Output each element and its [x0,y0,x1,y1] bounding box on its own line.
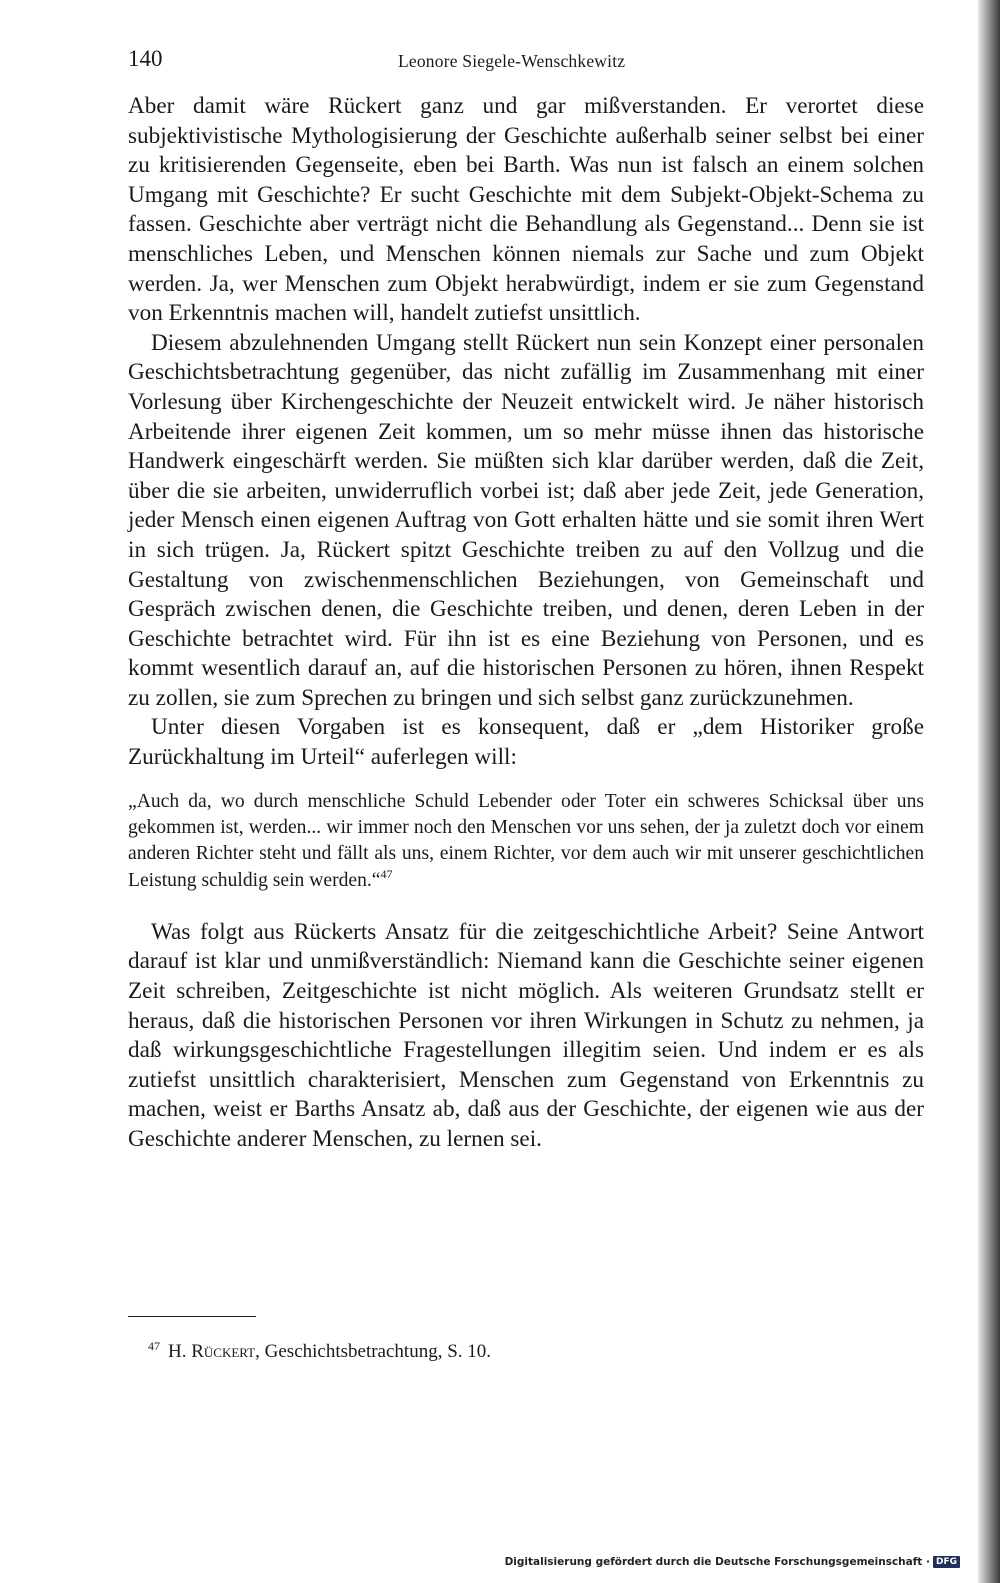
digitization-credit [505,1556,960,1568]
paragraph-4: Was folgt aus Rückerts Ansatz für die zeitgeschichtliche Arbeit? Seine Antwort darauf ist klar und unmißverständlich: Niemand kann die Geschichte seiner eigenen Zeit schreiben, Zeitgeschichte ist nicht möglich. Als weiteren Grundsatz stellt er heraus, daß die historischen Personen vor ihren Wirkungen in Schutz zu nehmen, ja daß wirkungsgeschichtliche Fragestellungen illegitim seien. Und indem er es als zutiefst unsittlich charakterisiert, Menschen zum Gegenstand von Erkenntnis zu machen, weist er Barths Ansatz ab, daß aus der Geschichte, der eigenen wie aus der Geschichte anderer Menschen, zu lernen sei. [128,918,924,1152]
page-header [128,46,924,76]
footnote-divider [128,1316,256,1317]
paragraph-2: Diesem abzulehnenden Umgang stellt Rückert nun sein Konzept einer personalen Geschichtsbetrachtung gegenüber, das nicht zufällig im Zusammenhang mit einer Vorlesung über Kirchengeschichte der Neuzeit entwickelt wird. Je näher historisch Arbeitende ihrer eigenen Zeit kommen, um so mehr müsse ihnen das historische Handwerk eingeschärft werden. Sie müßten sich klar darüber werden, daß die Zeit, über die sie arbeiten, unwiderruflich vorbei ist; daß aber jede Zeit, jede Generation, jeder Mensch einen eigenen Auftrag von Gott erhalten hätte und sie somit ihren Wert in sich trügen. Ja, Rückert spitzt Geschichte treiben zu auf den Vollzug und die Gestaltung von zwischenmenschlichen Beziehungen, von Gemeinschaft und Gespräch zwischen denen, die Geschichte treiben, und denen, deren Leben in der Geschichte betrachtet wird. Für ihn ist es eine Beziehung von Personen, und es kommt wesentlich darauf an, auf die historischen Personen zu hören, ihnen Respekt zu zollen, sie zum Sprechen zu bringen und sich selbst ganz zurückzunehmen. [128,329,924,711]
page-number: 140 [128,46,163,71]
footnote-reference[interactable]: 47 [380,866,393,881]
running-head: Leonore Siegele-Wenschkewitz [398,51,626,71]
block-quote [128,789,924,894]
footnote-author-name: Rückert [191,1341,256,1362]
main-text [128,92,924,1155]
footnote-citation: , Geschichtsbetrachtung, S. 10. [255,1341,492,1362]
paragraph-1: Aber damit wäre Rückert ganz und gar mißverstanden. Er verortet diese subjektivistische Mythologisierung der Geschichte außerhalb seiner selbst bei einer zu kritisierenden Gegenseite, eben bei Barth. Was nun ist falsch an einem solchen Umgang mit Geschichte? Er sucht Geschichte mit dem Subjekt-Objekt-Schema zu fassen. Geschichte aber verträgt nicht die Behandlung als Gegenstand... Denn sie ist menschliches Leben, und Menschen können niemals zur Sache und zum Objekt werden. Ja, wer Menschen zum Objekt herabwürdigt, indem er sie zum Gegenstand von Erkenntnis machen will, handelt zutiefst unsittlich. [128,93,924,327]
paragraph-3: Unter diesen Vorgaben ist es konsequent, daß er „dem Historiker große Zurückhaltung im Urteil“ auferlegen will: [128,714,924,771]
credit-text: Digitalisierung gefördert durch die Deutsche Forschungsgemeinschaft · [504,1556,930,1568]
page-edge-shadow [978,0,1000,1583]
footnote [148,1334,491,1364]
footnote-author-initial: H. [168,1341,187,1362]
block-quote-text: „Auch da, wo durch menschliche Schuld Lebender oder Toter ein schweres Schicksal über uns gekommen ist, werden... wir immer noch den Menschen vor uns sehen, der ja zuletzt doch vor einem anderen Richter steht und fällt als uns, einem Richter, vor dem auch wir mit unserer geschichtlichen Leistung schuldig sein werden.“ [128,790,924,891]
footnote-number: 47 [148,1339,160,1353]
dfg-logo: DFG [933,1556,960,1568]
